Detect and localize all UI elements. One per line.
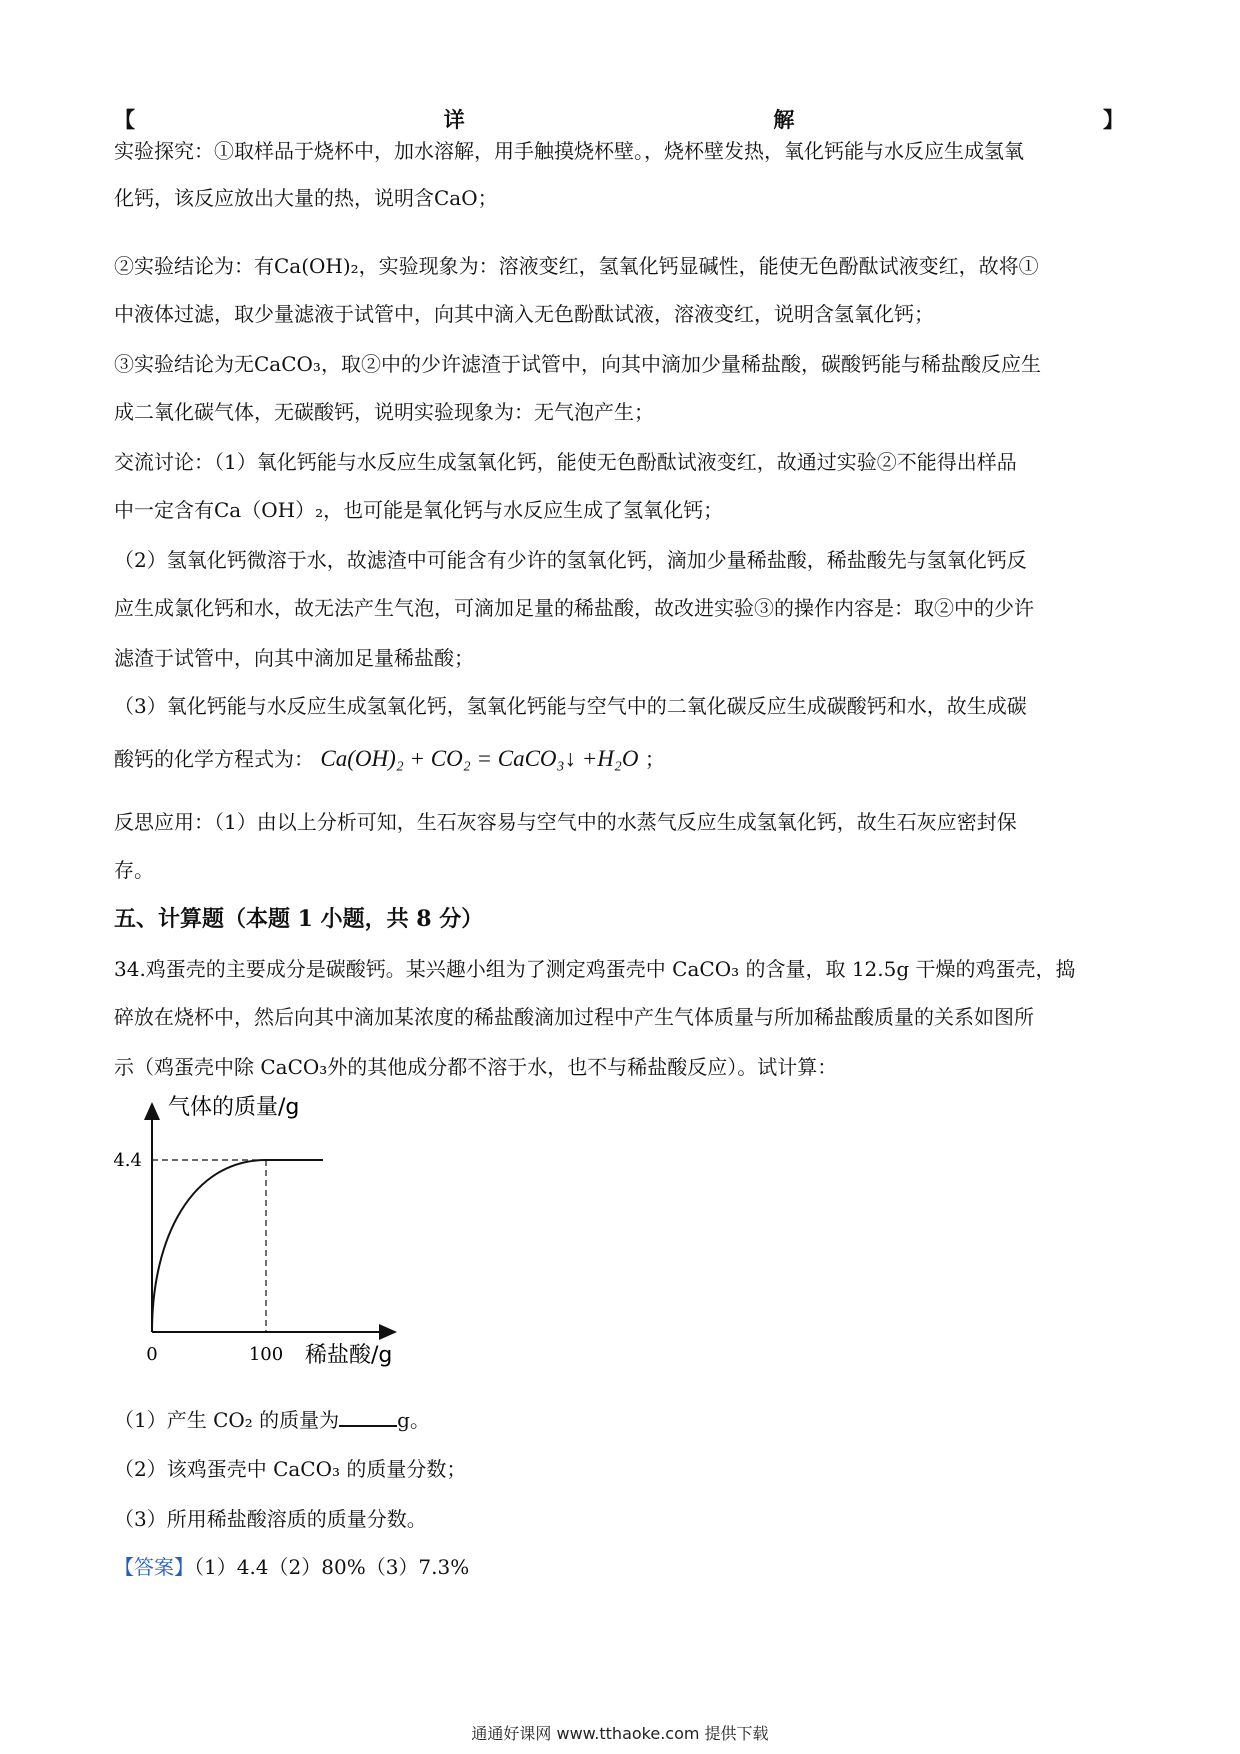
equation-prefix: 酸钙的化学方程式为： [114,747,314,771]
problem-line: 34.鸡蛋壳的主要成分是碳酸钙。某兴趣小组为了测定鸡蛋壳中 CaCO₃ 的含量，取 12.5g 干燥的鸡蛋壳，捣 [114,957,1076,981]
paragraph-line: ③实验结论为无CaCO₃，取②中的少许滤渣于试管中，向其中滴加少量稀盐酸，碳酸钙能与稀盐酸反应生 [114,352,1041,376]
series-line [152,1160,323,1332]
header-char-xiang: 详 [443,107,465,132]
header-char-jie: 解 [773,107,795,132]
x-tick-label: 100 [248,1344,284,1365]
section-title: 五、计算题（本题 1 小题，共 8 分） [114,906,484,932]
problem-line: 示（鸡蛋壳中除 CaCO₃外的其他成分都不溶于水，也不与稀盐酸反应）。试计算： [114,1055,838,1079]
paragraph-line: 应生成氯化钙和水，故无法产生气泡，可滴加足量的稀盐酸，故改进实验③的操作内容是：取②中的少许 [114,596,1034,620]
answer-label: 【答案】 [114,1555,194,1579]
paragraph-line: 滤渣于试管中，向其中滴加足量稀盐酸； [114,646,474,670]
paragraph-line: 反思应用：（1）由以上分析可知，生石灰容易与空气中的水蒸气反应生成氢氧化钙，故生石灰应密封保 [114,810,1017,834]
question-2: （2）该鸡蛋壳中 CaCO₃ 的质量分数； [114,1457,467,1481]
paragraph-line: 存。 [114,858,154,882]
question-1-suffix: g。 [397,1408,430,1432]
chemical-equation: Ca(OH)₂ + CO₂ = CaCO₃↓ +H₂O [320,746,639,771]
paragraph-line: （2）氢氧化钙微溶于水，故滤渣中可能含有少许的氢氧化钙，滴加少量稀盐酸，稀盐酸先与氢氧化钙反 [114,548,1027,572]
equation-line [114,745,1124,773]
footer-watermark: 通通好课网 www.tthaoke.com 提供下载 [471,1724,769,1743]
y-axis-label: 气体的质量/g [168,1095,300,1120]
problem-line: 碎放在烧杯中，然后向其中滴加某浓度的稀盐酸滴加过程中产生气体质量与所加稀盐酸质量的关系如图所 [114,1005,1034,1029]
origin-label: 0 [146,1344,158,1365]
header-left-bracket: 【 [114,107,135,132]
paragraph-line: （3）氧化钙能与水反应生成氢氧化钙，氢氧化钙能与空气中的二氧化碳反应生成碳酸钙和水，故生成碳 [114,694,1027,718]
paragraph-line: 成二氧化碳气体，无碳酸钙，说明实验现象为：无气泡产生； [114,400,654,424]
question-1 [114,1406,1124,1434]
question-3: （3）所用稀盐酸溶质的质量分数。 [114,1507,427,1531]
answer-blank[interactable] [339,1407,397,1427]
paragraph-line: 中一定含有Ca（OH）₂，也可能是氧化钙与水反应生成了氢氧化钙； [114,498,724,522]
paragraph-line: 实验探究：①取样品于烧杯中，加水溶解，用手触摸烧杯壁。，烧杯壁发热，氧化钙能与水反应生成氢氧 [114,139,1024,163]
answer-line [114,1553,1124,1581]
paragraph-line: 中液体过滤，取少量滤液于试管中，向其中滴入无色酚酞试液，溶液变红，说明含氢氧化钙； [114,302,934,326]
equation-suffix: ； [644,747,665,771]
header-right-bracket: 】 [1102,107,1124,132]
gas-mass-chart [100,1090,420,1370]
answer-text: （1）4.4（2）80%（3）7.3% [194,1555,470,1579]
explanation-header [114,104,1124,134]
y-tick-label: 4.4 [113,1150,142,1171]
paragraph-line: ②实验结论为：有Ca(OH)₂，实验现象为：溶液变红，氢氧化钙显碱性，能使无色酚酞试液变红，故将① [114,254,1039,278]
question-1-prefix: （1）产生 CO₂ 的质量为 [114,1408,340,1432]
paragraph-line: 化钙，该反应放出大量的热，说明含CaO； [114,186,498,210]
paragraph-line: 交流讨论：（1）氧化钙能与水反应生成氢氧化钙，能使无色酚酞试液变红，故通过实验②不能得出样品 [114,450,1017,474]
x-axis-label: 稀盐酸/g [305,1343,393,1368]
